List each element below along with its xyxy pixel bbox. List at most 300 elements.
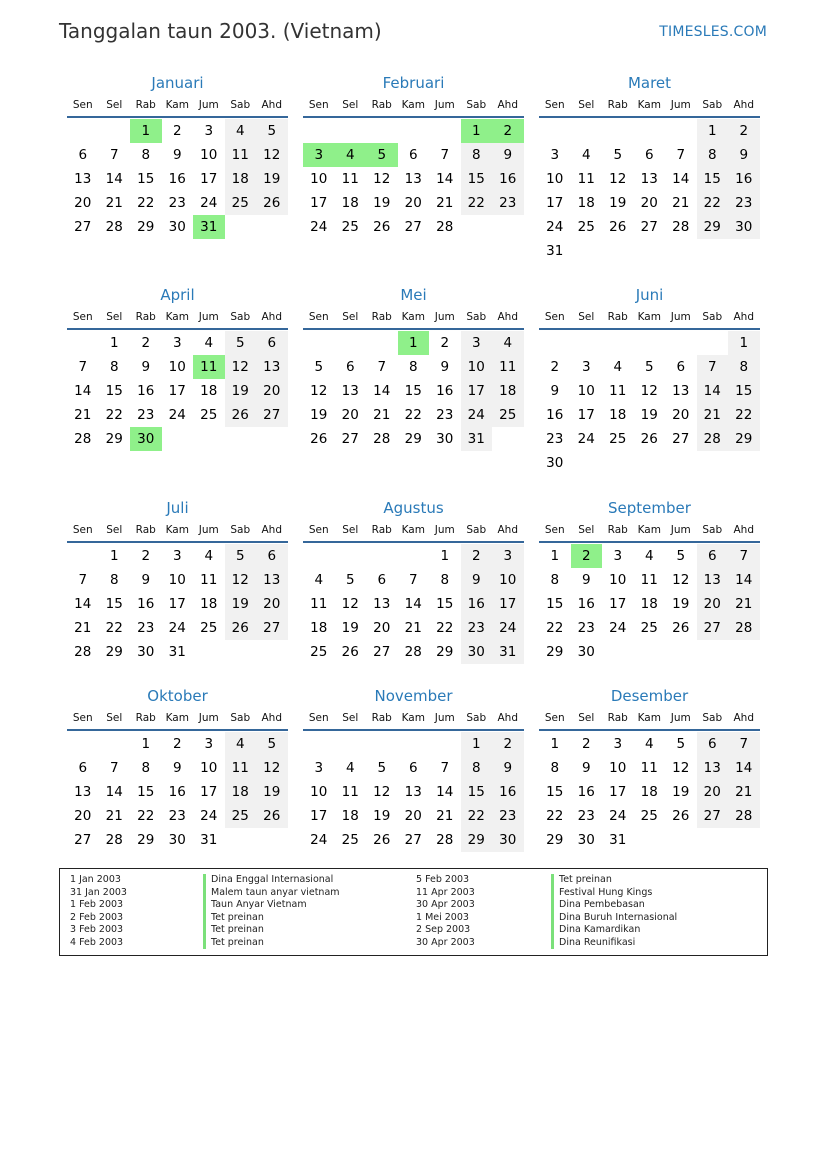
weekday-label: Jum (198, 99, 219, 111)
empty-cell (99, 119, 131, 143)
weekday-label: Ahd (261, 99, 282, 111)
day-cell: 20 (256, 379, 288, 403)
day-cell: 30 (436, 431, 454, 447)
day-cell: 8 (728, 355, 760, 379)
day-cell: 13 (404, 784, 422, 800)
day-cell: 9 (492, 143, 524, 167)
weekday-label: Ahd (261, 524, 282, 536)
day-cell: 16 (492, 167, 524, 191)
day-cell: 11 (492, 355, 524, 379)
day-cell: 18 (225, 167, 257, 191)
month-september (539, 497, 760, 664)
day-cell: 13 (256, 568, 288, 592)
day-cell: 20 (672, 407, 690, 423)
day-cell: 26 (672, 808, 690, 824)
month-mei (303, 284, 524, 451)
day-cell: 20 (404, 195, 422, 211)
day-cell: 8 (697, 143, 729, 167)
day-cell: 29 (137, 832, 155, 848)
day-cell: 10 (609, 760, 627, 776)
legend-date: 4 Feb 2003 (70, 936, 124, 948)
day-cell: 11 (225, 143, 257, 167)
day-cell: 14 (105, 171, 123, 187)
day-cell: 26 (373, 832, 391, 848)
day-grid (539, 331, 760, 475)
weekday-label: Sel (578, 712, 595, 724)
empty-cell (335, 119, 367, 143)
day-cell: 29 (436, 644, 454, 660)
day-cell: 7 (78, 359, 88, 375)
day-cell: 16 (577, 784, 595, 800)
day-cell: 31 (461, 427, 493, 451)
day-cell: 14 (697, 379, 729, 403)
legend-date: 30 Apr 2003 (416, 936, 475, 948)
weekday-label: Rab (371, 99, 392, 111)
day-cell: 13 (697, 568, 729, 592)
weekday-label: Rab (135, 311, 156, 323)
weekday-label: Rab (607, 524, 628, 536)
day-cell: 18 (640, 596, 658, 612)
legend-date: 1 Jan 2003 (70, 874, 121, 885)
day-cell: 12 (310, 383, 328, 399)
weekday-label: Ahd (261, 712, 282, 724)
weekday-label: Rab (607, 712, 628, 724)
day-cell: 31 (492, 640, 524, 664)
day-cell: 22 (137, 808, 155, 824)
day-cell: 6 (345, 359, 355, 375)
day-cell: 4 (644, 548, 654, 564)
empty-cell (665, 331, 697, 355)
day-cell: 16 (436, 383, 454, 399)
weekday-label: Sab (702, 99, 723, 111)
legend-names-left (203, 874, 340, 949)
day-cell: 11 (577, 171, 595, 187)
weekday-label: Kam (637, 524, 661, 536)
day-cell: 25 (492, 403, 524, 427)
day-cell: 22 (546, 808, 564, 824)
weekday-label: Jum (198, 311, 219, 323)
brand-link[interactable]: TIMESLES.COM (659, 24, 767, 40)
day-cell: 17 (200, 784, 218, 800)
legend-holiday-name: Tet preinan (551, 874, 677, 887)
day-cell: 21 (373, 407, 391, 423)
day-cell: 12 (672, 760, 690, 776)
day-cell: 24 (200, 808, 218, 824)
weekday-header (303, 306, 524, 330)
weekday-label: Kam (401, 99, 425, 111)
weekday-header (539, 306, 760, 330)
weekday-label: Sen (544, 524, 565, 536)
legend-holiday-name: Malem taun anyar vietnam (203, 887, 340, 900)
day-cell: 9 (141, 359, 151, 375)
legend-date: 1 Mei 2003 (416, 911, 469, 923)
weekday-label: Sab (230, 524, 251, 536)
day-cell: 4 (345, 760, 355, 776)
day-cell: 3 (613, 736, 623, 752)
day-cell: 27 (697, 804, 729, 828)
day-cell: 18 (225, 780, 257, 804)
day-cell: 17 (546, 195, 564, 211)
month-name: September (608, 499, 691, 517)
day-cell: 9 (728, 143, 760, 167)
day-cell: 28 (436, 219, 454, 235)
day-cell: 19 (225, 592, 257, 616)
empty-cell (99, 732, 131, 756)
day-cell: 23 (137, 620, 155, 636)
weekday-header (539, 94, 760, 118)
day-cell: 24 (577, 431, 595, 447)
day-cell: 15 (461, 780, 493, 804)
day-cell: 17 (609, 784, 627, 800)
month-name: Januari (151, 74, 204, 92)
day-cell: 13 (74, 171, 92, 187)
day-cell: 18 (341, 195, 359, 211)
day-cell: 13 (640, 171, 658, 187)
day-cell: 5 (676, 548, 686, 564)
day-cell: 4 (314, 572, 324, 588)
weekday-label: Rab (371, 524, 392, 536)
day-cell: 17 (577, 407, 595, 423)
day-cell: 10 (200, 147, 218, 163)
weekday-label: Sel (342, 524, 359, 536)
day-cell: 21 (728, 592, 760, 616)
month-name: Oktober (147, 687, 208, 705)
day-cell: 15 (546, 784, 564, 800)
day-cell: 3 (492, 544, 524, 568)
day-cell: 6 (256, 544, 288, 568)
holiday-day-cell: 11 (193, 355, 225, 379)
day-cell: 26 (373, 219, 391, 235)
day-cell: 10 (168, 572, 186, 588)
empty-cell (539, 331, 571, 355)
day-cell: 16 (728, 167, 760, 191)
day-cell: 1 (728, 331, 760, 355)
day-cell: 22 (436, 620, 454, 636)
weekday-label: Kam (401, 524, 425, 536)
day-cell: 22 (137, 195, 155, 211)
day-cell: 22 (461, 804, 493, 828)
day-cell: 15 (105, 596, 123, 612)
day-cell: 27 (672, 431, 690, 447)
day-cell: 24 (492, 616, 524, 640)
day-cell: 19 (373, 808, 391, 824)
day-cell: 18 (200, 596, 218, 612)
legend-date: 5 Feb 2003 (416, 874, 470, 885)
day-cell: 25 (609, 431, 627, 447)
weekday-label: Rab (135, 524, 156, 536)
day-cell: 10 (577, 383, 595, 399)
day-cell: 4 (204, 335, 214, 351)
day-cell: 5 (225, 331, 257, 355)
day-cell: 20 (697, 780, 729, 804)
day-cell: 18 (492, 379, 524, 403)
day-cell: 28 (697, 427, 729, 451)
day-cell: 20 (404, 808, 422, 824)
day-cell: 24 (546, 219, 564, 235)
day-cell: 17 (310, 808, 328, 824)
day-cell: 9 (141, 572, 151, 588)
day-cell: 24 (461, 403, 493, 427)
day-cell: 17 (609, 596, 627, 612)
legend-holiday-name: Dina Enggal Internasional (203, 874, 340, 887)
day-cell: 7 (109, 760, 119, 776)
weekday-label: Ahd (497, 311, 518, 323)
day-cell: 7 (440, 760, 450, 776)
day-cell: 21 (436, 808, 454, 824)
day-cell: 19 (256, 167, 288, 191)
day-cell: 11 (609, 383, 627, 399)
day-cell: 17 (310, 195, 328, 211)
day-cell: 20 (341, 407, 359, 423)
day-cell: 4 (581, 147, 591, 163)
day-cell: 5 (225, 544, 257, 568)
weekday-label: Ahd (497, 524, 518, 536)
day-cell: 14 (728, 756, 760, 780)
day-cell: 30 (577, 644, 595, 660)
legend-dates-right (416, 874, 475, 949)
day-cell: 27 (256, 616, 288, 640)
day-cell: 14 (74, 383, 92, 399)
day-cell: 5 (676, 736, 686, 752)
day-cell: 21 (404, 620, 422, 636)
day-cell: 27 (404, 832, 422, 848)
day-cell: 31 (609, 832, 627, 848)
empty-cell (366, 544, 398, 568)
empty-cell (429, 119, 461, 143)
weekday-header (67, 306, 288, 330)
day-cell: 2 (492, 732, 524, 756)
day-cell: 11 (341, 171, 359, 187)
day-cell: 27 (74, 832, 92, 848)
weekday-label: Sel (106, 99, 123, 111)
day-cell: 3 (314, 760, 324, 776)
day-cell: 27 (373, 644, 391, 660)
day-cell: 13 (697, 756, 729, 780)
day-cell: 5 (613, 147, 623, 163)
holiday-day-cell: 1 (130, 119, 162, 143)
month-agustus (303, 497, 524, 664)
weekday-label: Kam (165, 99, 189, 111)
day-cell: 20 (697, 592, 729, 616)
day-cell: 20 (256, 592, 288, 616)
day-cell: 11 (341, 784, 359, 800)
day-cell: 11 (640, 572, 658, 588)
day-cell: 9 (581, 572, 591, 588)
weekday-label: Jum (434, 311, 455, 323)
day-cell: 15 (137, 784, 155, 800)
weekday-label: Sab (702, 524, 723, 536)
day-cell: 23 (168, 195, 186, 211)
day-cell: 23 (137, 407, 155, 423)
weekday-label: Sab (702, 712, 723, 724)
empty-cell (398, 544, 430, 568)
holiday-day-cell: 2 (492, 119, 524, 143)
weekday-label: Kam (165, 524, 189, 536)
weekday-header (303, 707, 524, 731)
weekday-label: Kam (165, 712, 189, 724)
month-desember (539, 685, 760, 852)
weekday-label: Ahd (497, 712, 518, 724)
day-cell: 24 (168, 620, 186, 636)
weekday-label: Rab (607, 99, 628, 111)
weekday-label: Jum (670, 712, 691, 724)
weekday-label: Ahd (733, 524, 754, 536)
day-cell: 20 (74, 195, 92, 211)
day-cell: 6 (644, 147, 654, 163)
day-cell: 27 (640, 219, 658, 235)
day-cell: 19 (640, 407, 658, 423)
empty-cell (366, 732, 398, 756)
day-grid (539, 119, 760, 263)
day-cell: 25 (200, 620, 218, 636)
day-cell: 4 (204, 548, 214, 564)
weekday-label: Rab (135, 712, 156, 724)
day-cell: 19 (341, 620, 359, 636)
weekday-label: Sel (342, 712, 359, 724)
day-cell: 23 (168, 808, 186, 824)
legend-holiday-name: Taun Anyar Vietnam (203, 899, 340, 912)
day-cell: 20 (74, 808, 92, 824)
day-cell: 24 (609, 808, 627, 824)
day-cell: 3 (204, 736, 214, 752)
weekday-header (67, 94, 288, 118)
day-cell: 23 (577, 808, 595, 824)
weekday-label: Jum (198, 712, 219, 724)
day-cell: 12 (341, 596, 359, 612)
day-cell: 15 (461, 167, 493, 191)
day-cell: 27 (74, 219, 92, 235)
day-cell: 18 (200, 383, 218, 399)
day-cell: 27 (256, 403, 288, 427)
day-cell: 21 (74, 407, 92, 423)
weekday-label: Sen (544, 712, 565, 724)
weekday-label: Rab (607, 311, 628, 323)
empty-cell (335, 732, 367, 756)
weekday-label: Kam (401, 311, 425, 323)
day-cell: 8 (109, 359, 119, 375)
day-cell: 3 (204, 123, 214, 139)
empty-cell (366, 331, 398, 355)
weekday-label: Sab (466, 311, 487, 323)
legend-holiday-name: Dina Pembebasan (551, 899, 677, 912)
day-cell: 21 (672, 195, 690, 211)
day-cell: 29 (728, 427, 760, 451)
weekday-header (67, 519, 288, 543)
month-name: Juni (635, 286, 664, 304)
holiday-legend (59, 868, 768, 956)
day-cell: 26 (310, 431, 328, 447)
legend-date: 11 Apr 2003 (416, 886, 475, 898)
weekday-label: Ahd (261, 311, 282, 323)
day-cell: 13 (404, 171, 422, 187)
weekday-label: Sel (578, 524, 595, 536)
day-cell: 16 (577, 596, 595, 612)
day-cell: 5 (256, 732, 288, 756)
day-cell: 7 (408, 572, 418, 588)
day-cell: 6 (256, 331, 288, 355)
month-juni (539, 284, 760, 475)
day-cell: 26 (640, 431, 658, 447)
day-cell: 29 (546, 644, 564, 660)
weekday-header (539, 519, 760, 543)
empty-cell (303, 732, 335, 756)
day-cell: 13 (74, 784, 92, 800)
day-cell: 25 (310, 644, 328, 660)
day-cell: 7 (440, 147, 450, 163)
empty-cell (303, 331, 335, 355)
day-cell: 11 (310, 596, 328, 612)
weekday-label: Kam (165, 311, 189, 323)
day-cell: 24 (200, 195, 218, 211)
legend-date: 1 Feb 2003 (70, 899, 124, 910)
weekday-label: Sab (702, 311, 723, 323)
day-cell: 3 (172, 335, 182, 351)
day-grid (539, 544, 760, 664)
weekday-label: Ahd (733, 712, 754, 724)
month-name: Juli (166, 499, 189, 517)
day-cell: 7 (728, 732, 760, 756)
day-cell: 10 (492, 568, 524, 592)
day-cell: 21 (105, 808, 123, 824)
day-cell: 13 (341, 383, 359, 399)
holiday-day-cell: 30 (130, 427, 162, 451)
weekday-label: Sab (230, 311, 251, 323)
day-cell: 22 (105, 407, 123, 423)
day-cell: 12 (640, 383, 658, 399)
day-cell: 12 (256, 143, 288, 167)
day-cell: 12 (256, 756, 288, 780)
weekday-label: Sab (466, 524, 487, 536)
day-grid (67, 119, 288, 239)
day-cell: 14 (728, 568, 760, 592)
day-grid (303, 119, 524, 239)
day-cell: 22 (697, 191, 729, 215)
day-cell: 24 (168, 407, 186, 423)
empty-cell (67, 331, 99, 355)
weekday-label: Sel (342, 99, 359, 111)
day-cell: 19 (310, 407, 328, 423)
day-cell: 10 (200, 760, 218, 776)
day-cell: 26 (341, 644, 359, 660)
month-maret (539, 72, 760, 263)
day-cell: 15 (546, 596, 564, 612)
day-cell: 6 (78, 147, 88, 163)
day-cell: 9 (461, 568, 493, 592)
weekday-label: Sen (72, 311, 93, 323)
day-cell: 25 (640, 620, 658, 636)
empty-cell (303, 119, 335, 143)
day-cell: 19 (672, 596, 690, 612)
month-name: November (374, 687, 453, 705)
day-cell: 26 (672, 620, 690, 636)
day-cell: 7 (377, 359, 387, 375)
weekday-label: Jum (670, 311, 691, 323)
month-januari (67, 72, 288, 239)
day-cell: 26 (225, 616, 257, 640)
holiday-day-cell: 5 (366, 143, 398, 167)
day-cell: 21 (74, 620, 92, 636)
day-cell: 2 (172, 736, 182, 752)
day-cell: 23 (492, 191, 524, 215)
day-cell: 18 (577, 195, 595, 211)
weekday-label: Rab (371, 311, 392, 323)
weekday-header (539, 707, 760, 731)
day-cell: 9 (440, 359, 450, 375)
empty-cell (539, 119, 571, 143)
empty-cell (697, 331, 729, 355)
day-grid (303, 544, 524, 664)
legend-holiday-name: Festival Hung Kings (551, 887, 677, 900)
